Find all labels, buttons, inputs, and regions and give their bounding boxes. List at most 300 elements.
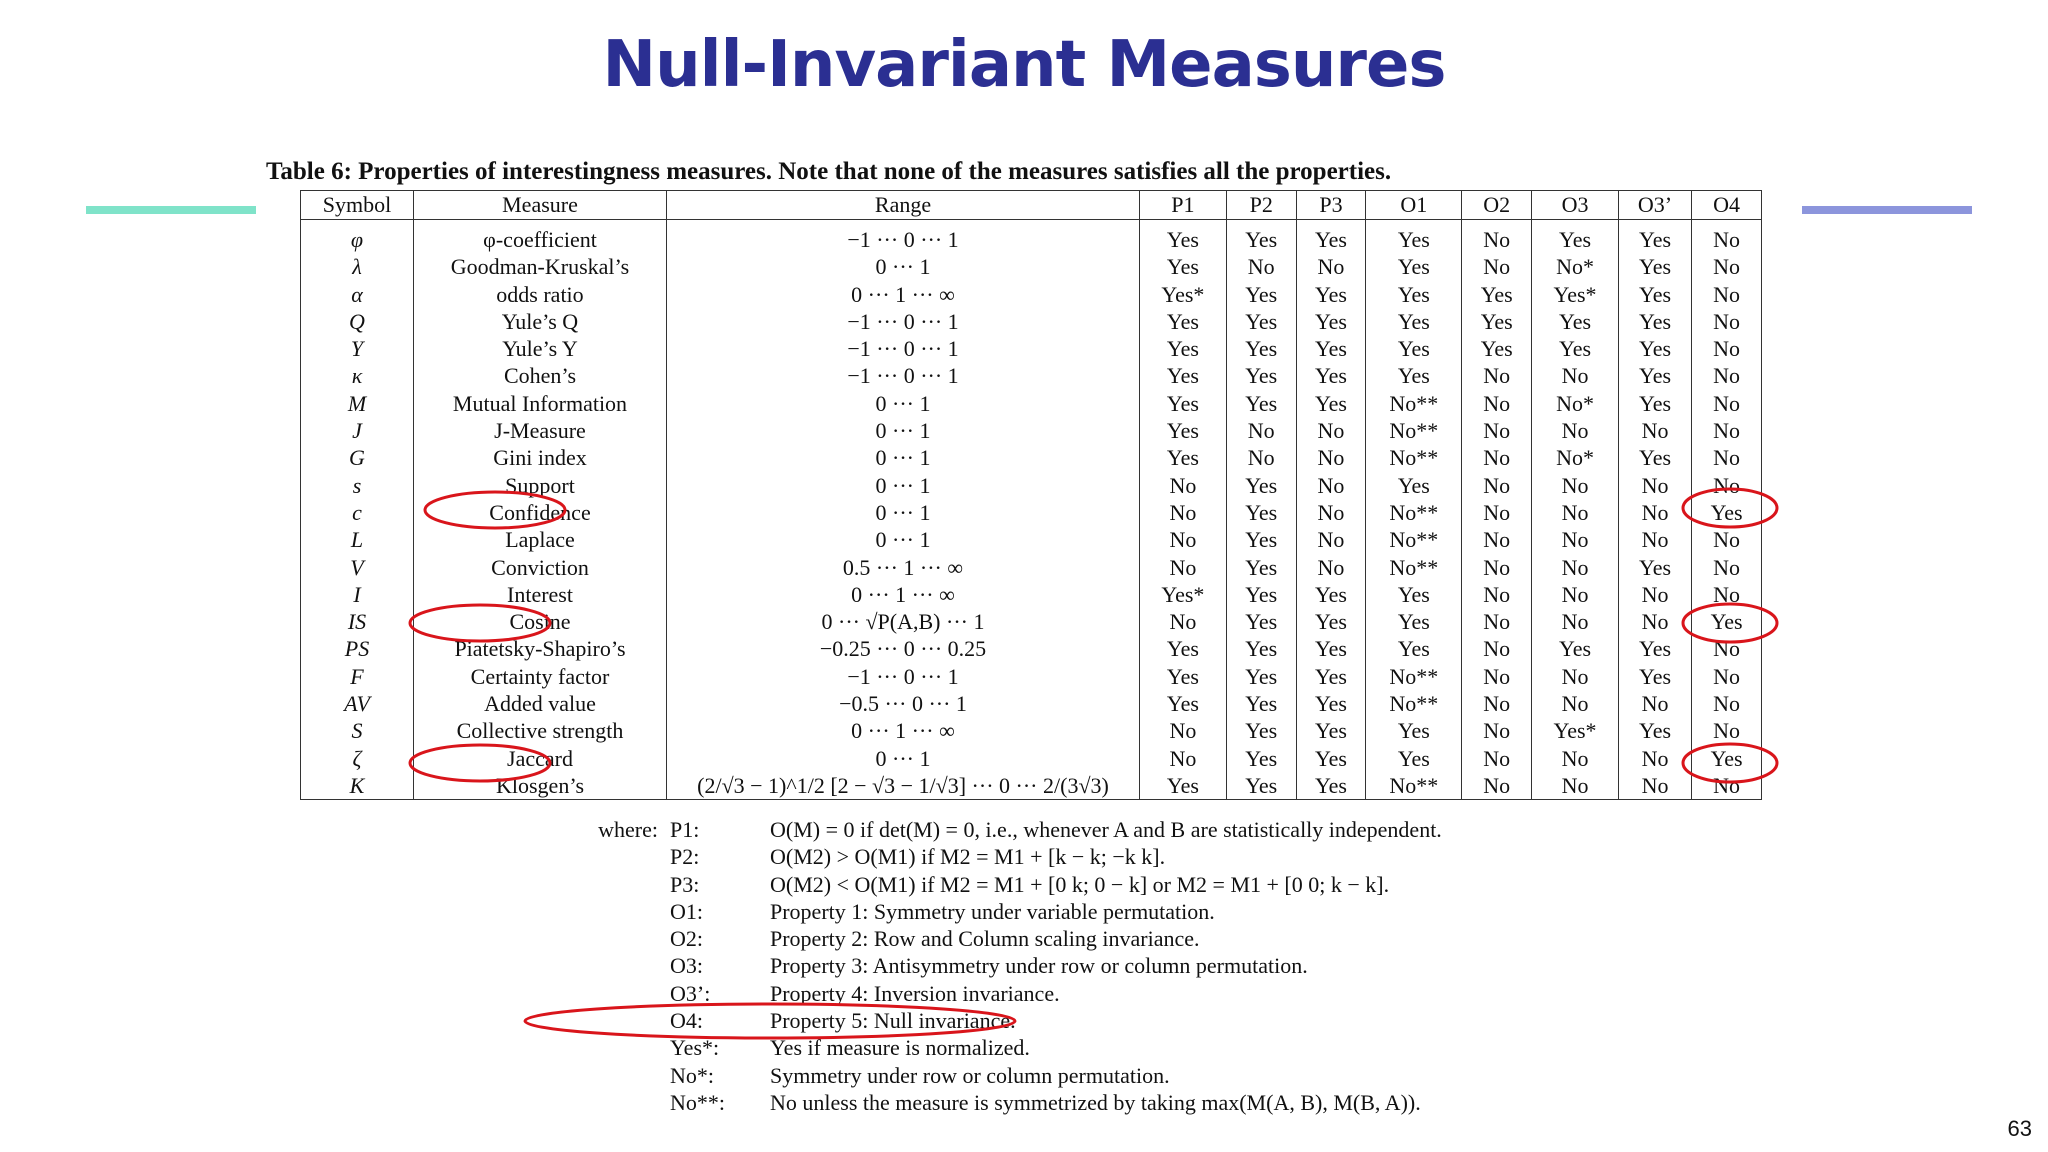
cell-symbol: J (301, 417, 414, 444)
table-row (301, 499, 1762, 526)
cell-o4: No (1692, 526, 1762, 553)
cell-p3: Yes (1296, 717, 1366, 744)
cell-o2: No (1462, 581, 1532, 608)
cell-o3: No (1618, 690, 1691, 717)
cell-p3: Yes (1296, 362, 1366, 389)
cell-o4: No (1692, 308, 1762, 335)
cell-o4: No (1692, 335, 1762, 362)
cell-range: 0 ··· 1 ··· ∞ (667, 581, 1140, 608)
table-row (301, 690, 1762, 717)
cell-o1: No** (1366, 526, 1462, 553)
cell-p2: Yes (1226, 335, 1296, 362)
cell-o4: No (1692, 281, 1762, 308)
cell-range: −1 ··· 0 ··· 1 (667, 663, 1140, 690)
cell-p3: Yes (1296, 390, 1366, 417)
page-number: 63 (2007, 1116, 2032, 1141)
legend-key: O1: (670, 898, 703, 924)
cell-p2: Yes (1226, 526, 1296, 553)
table-row (301, 472, 1762, 499)
cell-measure: φ-coefficient (414, 220, 667, 254)
table-row (301, 253, 1762, 280)
cell-o2: No (1462, 253, 1532, 280)
cell-o1: Yes (1366, 281, 1462, 308)
cell-measure: Confidence (414, 499, 667, 526)
cell-o1: Yes (1366, 220, 1462, 254)
cell-p3: No (1296, 444, 1366, 471)
cell-p1: Yes (1140, 772, 1227, 800)
cell-o1: No** (1366, 444, 1462, 471)
cell-o1: Yes (1366, 362, 1462, 389)
cell-o3: Yes (1532, 308, 1619, 335)
table-row (301, 635, 1762, 662)
cell-symbol: G (301, 444, 414, 471)
cell-o2: No (1462, 472, 1532, 499)
legend-where-label (480, 871, 670, 898)
cell-p2: Yes (1226, 635, 1296, 662)
cell-p1: No (1140, 745, 1227, 772)
cell-measure: Klosgen’s (414, 772, 667, 800)
cell-measure: Support (414, 472, 667, 499)
cell-o3: No (1532, 663, 1619, 690)
cell-o1: Yes (1366, 308, 1462, 335)
cell-o4: No (1692, 390, 1762, 417)
cell-range: −1 ··· 0 ··· 1 (667, 335, 1140, 362)
cell-o3: No (1618, 608, 1691, 635)
cell-measure: Cohen’s (414, 362, 667, 389)
cell-p3: Yes (1296, 635, 1366, 662)
cell-measure: Laplace (414, 526, 667, 553)
cell-range: −1 ··· 0 ··· 1 (667, 220, 1140, 254)
cell-p1: Yes* (1140, 281, 1227, 308)
cell-o1: Yes (1366, 581, 1462, 608)
cell-o1: No** (1366, 772, 1462, 800)
legend-description: No unless the measure is symmetrized by taking max(M(A, B), M(B, A)). (770, 1089, 1421, 1115)
cell-symbol: AV (301, 690, 414, 717)
cell-o1: Yes (1366, 745, 1462, 772)
cell-o2: No (1462, 362, 1532, 389)
cell-o4: No (1692, 554, 1762, 581)
legend-description: O(M2) < O(M1) if M2 = M1 + [0 k; 0 − k] or M2 = M1 + [0 0; k − k]. (770, 871, 1390, 897)
cell-o2: No (1462, 417, 1532, 444)
cell-o4: No (1692, 253, 1762, 280)
cell-o1: Yes (1366, 335, 1462, 362)
cell-range: 0 ··· 1 (667, 417, 1140, 444)
cell-o2: No (1462, 690, 1532, 717)
cell-p1: Yes (1140, 220, 1227, 254)
cell-p3: No (1296, 499, 1366, 526)
cell-p3: Yes (1296, 308, 1366, 335)
cell-o4: No (1692, 717, 1762, 744)
legend-key: P1: (670, 817, 700, 842)
cell-range: 0 ··· 1 ··· ∞ (667, 717, 1140, 744)
cell-measure: Piatetsky-Shapiro’s (414, 635, 667, 662)
header-measure: Measure (414, 191, 667, 220)
cell-p2: No (1226, 253, 1296, 280)
legend-description: Property 2: Row and Column scaling invariance. (770, 926, 1200, 952)
cell-o3: Yes (1618, 554, 1691, 581)
decorative-bar-left (86, 206, 256, 214)
table-row (301, 745, 1762, 772)
cell-p2: Yes (1226, 499, 1296, 526)
legend-row (480, 898, 1442, 925)
cell-symbol: Q (301, 308, 414, 335)
cell-p3: No (1296, 526, 1366, 553)
cell-o2: Yes (1462, 335, 1532, 362)
legend-row (480, 816, 1442, 843)
legend-description: Property 4: Inversion invariance. (770, 980, 1060, 1006)
cell-range: −1 ··· 0 ··· 1 (667, 308, 1140, 335)
cell-o1: No** (1366, 417, 1462, 444)
cell-o1: Yes (1366, 472, 1462, 499)
legend-where-label (480, 898, 670, 925)
table-row (301, 220, 1762, 254)
cell-o3: No (1618, 581, 1691, 608)
legend-row (480, 952, 1442, 979)
cell-p1: Yes (1140, 335, 1227, 362)
header-p3: P3 (1296, 191, 1366, 220)
legend-row (480, 980, 1442, 1007)
cell-o3: Yes* (1532, 717, 1619, 744)
cell-p2: Yes (1226, 772, 1296, 800)
cell-o4: No (1692, 690, 1762, 717)
cell-o1: No** (1366, 690, 1462, 717)
slide-title: Null-Invariant Measures (602, 28, 1446, 102)
cell-o3: No* (1532, 444, 1619, 471)
cell-symbol: Y (301, 335, 414, 362)
cell-symbol: PS (301, 635, 414, 662)
cell-o4: No (1692, 635, 1762, 662)
legend-key: No**: (670, 1089, 725, 1115)
cell-o3: No (1532, 362, 1619, 389)
cell-measure: Mutual Information (414, 390, 667, 417)
properties-table (300, 190, 1762, 800)
cell-p2: Yes (1226, 472, 1296, 499)
cell-o3: Yes (1618, 335, 1691, 362)
header-p2: P2 (1226, 191, 1296, 220)
cell-p1: Yes (1140, 417, 1227, 444)
cell-p1: Yes (1140, 390, 1227, 417)
cell-p1: No (1140, 499, 1227, 526)
cell-o3: Yes (1532, 635, 1619, 662)
table-body (301, 220, 1762, 800)
cell-symbol: F (301, 663, 414, 690)
cell-measure: Jaccard (414, 745, 667, 772)
legend-description: Property 1: Symmetry under variable permutation. (770, 898, 1215, 924)
legend-where-label: where: (598, 817, 658, 842)
legend-key: O4: (670, 1008, 703, 1034)
legend (480, 816, 1442, 1116)
cell-o3: No (1532, 499, 1619, 526)
cell-symbol: IS (301, 608, 414, 635)
header-p1: P1 (1140, 191, 1227, 220)
legend-key: O2: (670, 926, 703, 952)
legend-where-label (480, 843, 670, 870)
cell-o4: No (1692, 417, 1762, 444)
cell-o3: Yes (1618, 663, 1691, 690)
cell-o4: No (1692, 444, 1762, 471)
table-row (301, 335, 1762, 362)
legend-where-label (480, 952, 670, 979)
cell-o3: No (1532, 581, 1619, 608)
table-row (301, 444, 1762, 471)
cell-symbol: I (301, 581, 414, 608)
cell-o4: No (1692, 472, 1762, 499)
cell-p3: Yes (1296, 608, 1366, 635)
cell-range: 0 ··· 1 (667, 526, 1140, 553)
table-row (301, 581, 1762, 608)
cell-p3: Yes (1296, 772, 1366, 800)
table-row (301, 772, 1762, 800)
cell-p3: Yes (1296, 335, 1366, 362)
header-o4: O4 (1692, 191, 1762, 220)
cell-range: −0.5 ··· 0 ··· 1 (667, 690, 1140, 717)
table-row (301, 526, 1762, 553)
cell-o3: No (1618, 417, 1691, 444)
legend-description: Property 3: Antisymmetry under row or column permutation. (770, 953, 1308, 979)
cell-p2: Yes (1226, 362, 1296, 389)
cell-o3: Yes (1618, 281, 1691, 308)
header-o3: O3 (1532, 191, 1619, 220)
cell-symbol: L (301, 526, 414, 553)
cell-symbol: S (301, 717, 414, 744)
table-row (301, 554, 1762, 581)
cell-o2: No (1462, 554, 1532, 581)
cell-p2: Yes (1226, 220, 1296, 254)
cell-o3: Yes (1532, 220, 1619, 254)
cell-o3: Yes (1618, 220, 1691, 254)
header-range: Range (667, 191, 1140, 220)
cell-o4: No (1692, 581, 1762, 608)
cell-range: −1 ··· 0 ··· 1 (667, 362, 1140, 389)
cell-o3: No* (1532, 390, 1619, 417)
header-o3-prime: O3’ (1618, 191, 1691, 220)
cell-p2: No (1226, 417, 1296, 444)
cell-o2: No (1462, 772, 1532, 800)
cell-o2: No (1462, 608, 1532, 635)
table-row (301, 362, 1762, 389)
cell-measure: Yule’s Q (414, 308, 667, 335)
cell-p2: No (1226, 444, 1296, 471)
cell-p3: No (1296, 253, 1366, 280)
legend-description: Property 5: Null invariance. (770, 1008, 1016, 1034)
cell-range: 0.5 ··· 1 ··· ∞ (667, 554, 1140, 581)
cell-measure: J-Measure (414, 417, 667, 444)
cell-o3: Yes (1618, 253, 1691, 280)
cell-p3: Yes (1296, 663, 1366, 690)
legend-where-label (480, 1034, 670, 1061)
cell-range: 0 ··· 1 (667, 253, 1140, 280)
cell-o3: Yes (1618, 308, 1691, 335)
cell-o3: No (1532, 554, 1619, 581)
legend-key: No*: (670, 1062, 714, 1088)
cell-p1: Yes (1140, 663, 1227, 690)
cell-range: 0 ··· 1 (667, 444, 1140, 471)
cell-measure: Interest (414, 581, 667, 608)
cell-o3: No (1532, 417, 1619, 444)
cell-range: 0 ··· 1 (667, 745, 1140, 772)
cell-o2: No (1462, 444, 1532, 471)
legend-row (480, 871, 1442, 898)
cell-o4: Yes (1692, 499, 1762, 526)
cell-symbol: K (301, 772, 414, 800)
legend-row (480, 925, 1442, 952)
cell-p2: Yes (1226, 308, 1296, 335)
cell-o3: No (1532, 526, 1619, 553)
cell-o3: No (1618, 772, 1691, 800)
cell-p3: No (1296, 554, 1366, 581)
cell-o1: Yes (1366, 635, 1462, 662)
cell-o1: Yes (1366, 717, 1462, 744)
decorative-bar-right (1802, 206, 1972, 214)
cell-o3: Yes (1618, 362, 1691, 389)
cell-p1: No (1140, 526, 1227, 553)
legend-key: P2: (670, 844, 700, 870)
cell-p1: Yes (1140, 253, 1227, 280)
cell-measure: Gini index (414, 444, 667, 471)
legend-where-label (480, 980, 670, 1007)
cell-p2: Yes (1226, 608, 1296, 635)
cell-p2: Yes (1226, 690, 1296, 717)
cell-p1: No (1140, 717, 1227, 744)
cell-measure: Conviction (414, 554, 667, 581)
table-header-row (301, 191, 1762, 220)
cell-o3: No (1532, 745, 1619, 772)
cell-symbol: κ (301, 362, 414, 389)
cell-o2: No (1462, 663, 1532, 690)
cell-o3: No (1618, 472, 1691, 499)
cell-o3: No (1532, 690, 1619, 717)
table-row (301, 417, 1762, 444)
cell-o2: No (1462, 499, 1532, 526)
cell-o2: No (1462, 220, 1532, 254)
cell-symbol: ζ (301, 745, 414, 772)
cell-o3: No (1618, 526, 1691, 553)
cell-o3: Yes (1618, 390, 1691, 417)
table-row (301, 308, 1762, 335)
cell-o3: No (1618, 745, 1691, 772)
cell-symbol: s (301, 472, 414, 499)
cell-o1: Yes (1366, 253, 1462, 280)
legend-description: O(M) = 0 if det(M) = 0, i.e., whenever A and B are statistically independent. (770, 817, 1442, 842)
cell-p1: No (1140, 472, 1227, 499)
cell-o1: No** (1366, 554, 1462, 581)
cell-measure: Cosine (414, 608, 667, 635)
cell-p1: Yes (1140, 690, 1227, 717)
cell-o1: Yes (1366, 608, 1462, 635)
cell-o4: No (1692, 220, 1762, 254)
cell-o3: Yes (1618, 635, 1691, 662)
cell-p1: Yes (1140, 362, 1227, 389)
cell-range: 0 ··· 1 ··· ∞ (667, 281, 1140, 308)
cell-o2: No (1462, 745, 1532, 772)
table-row (301, 608, 1762, 635)
cell-range: −0.25 ··· 0 ··· 0.25 (667, 635, 1140, 662)
legend-row (480, 1089, 1442, 1116)
cell-range: 0 ··· 1 (667, 499, 1140, 526)
cell-measure: Yule’s Y (414, 335, 667, 362)
cell-o4: No (1692, 772, 1762, 800)
cell-symbol: V (301, 554, 414, 581)
cell-p1: Yes* (1140, 581, 1227, 608)
cell-p2: Yes (1226, 390, 1296, 417)
cell-p1: Yes (1140, 444, 1227, 471)
cell-symbol: α (301, 281, 414, 308)
legend-key: P3: (670, 871, 700, 897)
cell-o3: No (1618, 499, 1691, 526)
cell-measure: Certainty factor (414, 663, 667, 690)
cell-range: 0 ··· √P(A,B) ··· 1 (667, 608, 1140, 635)
header-o2: O2 (1462, 191, 1532, 220)
table-caption-label: Table 6: (266, 158, 352, 185)
cell-p2: Yes (1226, 745, 1296, 772)
cell-measure: Added value (414, 690, 667, 717)
cell-p2: Yes (1226, 717, 1296, 744)
legend-row (480, 843, 1442, 870)
cell-range: 0 ··· 1 (667, 390, 1140, 417)
cell-p3: Yes (1296, 581, 1366, 608)
cell-o2: No (1462, 390, 1532, 417)
cell-p3: Yes (1296, 281, 1366, 308)
legend-where-label (480, 1062, 670, 1089)
header-symbol: Symbol (301, 191, 414, 220)
cell-o2: No (1462, 635, 1532, 662)
cell-symbol: M (301, 390, 414, 417)
cell-o3: Yes (1618, 444, 1691, 471)
cell-o4: Yes (1692, 608, 1762, 635)
cell-o3: Yes (1532, 335, 1619, 362)
cell-o1: No** (1366, 390, 1462, 417)
cell-p2: Yes (1226, 554, 1296, 581)
table-row (301, 390, 1762, 417)
cell-measure: odds ratio (414, 281, 667, 308)
cell-o4: No (1692, 362, 1762, 389)
cell-p2: Yes (1226, 281, 1296, 308)
cell-measure: Goodman-Kruskal’s (414, 253, 667, 280)
legend-row (480, 1007, 1442, 1034)
cell-o3: No (1532, 608, 1619, 635)
table-row (301, 717, 1762, 744)
legend-description: Symmetry under row or column permutation. (770, 1062, 1170, 1088)
table-row (301, 663, 1762, 690)
legend-key: O3: (670, 953, 703, 979)
table-row (301, 281, 1762, 308)
legend-key: Yes*: (670, 1035, 720, 1061)
cell-p1: No (1140, 608, 1227, 635)
legend-where-label (480, 1007, 670, 1034)
cell-symbol: c (301, 499, 414, 526)
cell-p3: Yes (1296, 745, 1366, 772)
legend-where-label (480, 925, 670, 952)
table-caption-text: Properties of interestingness measures. Note that none of the measures satisfies all the properties. (358, 158, 1392, 185)
cell-o2: No (1462, 717, 1532, 744)
legend-where-label (480, 1089, 670, 1116)
cell-p1: No (1140, 554, 1227, 581)
cell-p3: No (1296, 472, 1366, 499)
cell-o4: Yes (1692, 745, 1762, 772)
cell-o1: No** (1366, 499, 1462, 526)
cell-symbol: λ (301, 253, 414, 280)
cell-measure: Collective strength (414, 717, 667, 744)
cell-range: 0 ··· 1 (667, 472, 1140, 499)
header-o1: O1 (1366, 191, 1462, 220)
cell-range: (2/√3 − 1)^1/2 [2 − √3 − 1/√3] ··· 0 ··· 2/(3√3) (667, 772, 1140, 800)
legend-row (480, 1034, 1442, 1061)
legend-description: Yes if measure is normalized. (770, 1035, 1030, 1061)
table-caption (266, 158, 1391, 186)
cell-o3: No (1532, 472, 1619, 499)
cell-p3: Yes (1296, 690, 1366, 717)
cell-symbol: φ (301, 220, 414, 254)
